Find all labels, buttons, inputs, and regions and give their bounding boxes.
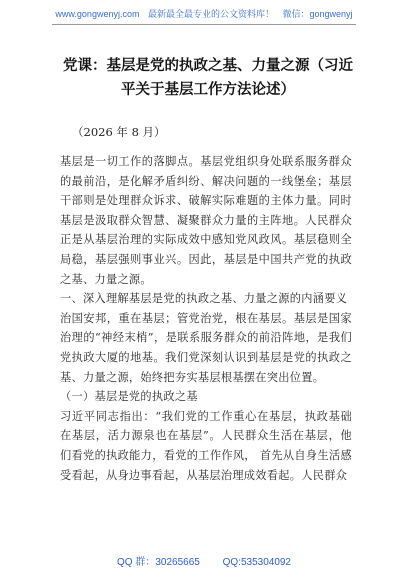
- paragraph-section-1: 治国安邦，重在基层；管党治党，根在基层。基层是国家治理的“神经末梢”，是联系服务群众的前沿阵地，是我们党执政大厦的地基。我们党深刻认识到基层是党的执政之基、力量之源，始终把夯实基层根基摆在突出位置。: [60, 311, 352, 384]
- header-banner: [0, 8, 408, 20]
- document-title: 党课：基层是党的执政之基、力量之源（习近平关于基层工作方法论述）: [63, 58, 353, 98]
- paragraph-subsection-1: 习近平同志指出：“我们党的工作重心在基层，执政基础在基层，活力源泉也在基层”。人民群众生活在基层，他们看党的执政能力，看党的工作作风， 首先从自身生活感受看起，从身边事看起，从基层治理成效看起。人民群众: [60, 409, 352, 482]
- header-slogan: 最新最全最专业的公文资料库！: [147, 9, 274, 19]
- paragraph-intro: 基层是一切工作的落脚点。基层党组织身处联系服务群众的最前沿，是化解矛盾纠纷、解决问题的一线堡垒；基层干部则是处理群众诉求、破解实际难题的主体力量。同时基层是汲取群众智慧、凝聚群众力量的主阵地。人民群众正是从基层治理的实际成效中感知党风政风。基层稳则全局稳，基层强则事业兴。因此，基层是中国共产党的执政之基、力量之源。: [60, 155, 352, 286]
- header-divider: [52, 24, 356, 25]
- footer-qq-group: QQ 群：30265665: [117, 557, 200, 568]
- section-heading-1: 一、深入理解基层是党的执政之基、力量之源的内涵要义: [60, 292, 348, 306]
- footer-qq: QQ:535304092: [222, 557, 291, 568]
- document-date: （2026 年 8 月）: [72, 125, 166, 139]
- subsection-heading-1: （一）基层是党的执政之基: [60, 390, 198, 404]
- footer-contact: [0, 556, 408, 570]
- header-website[interactable]: www.gongwenyj.com: [55, 9, 140, 19]
- document-body: [60, 152, 352, 485]
- header-wechat: 微信：gongwenyj: [282, 9, 353, 19]
